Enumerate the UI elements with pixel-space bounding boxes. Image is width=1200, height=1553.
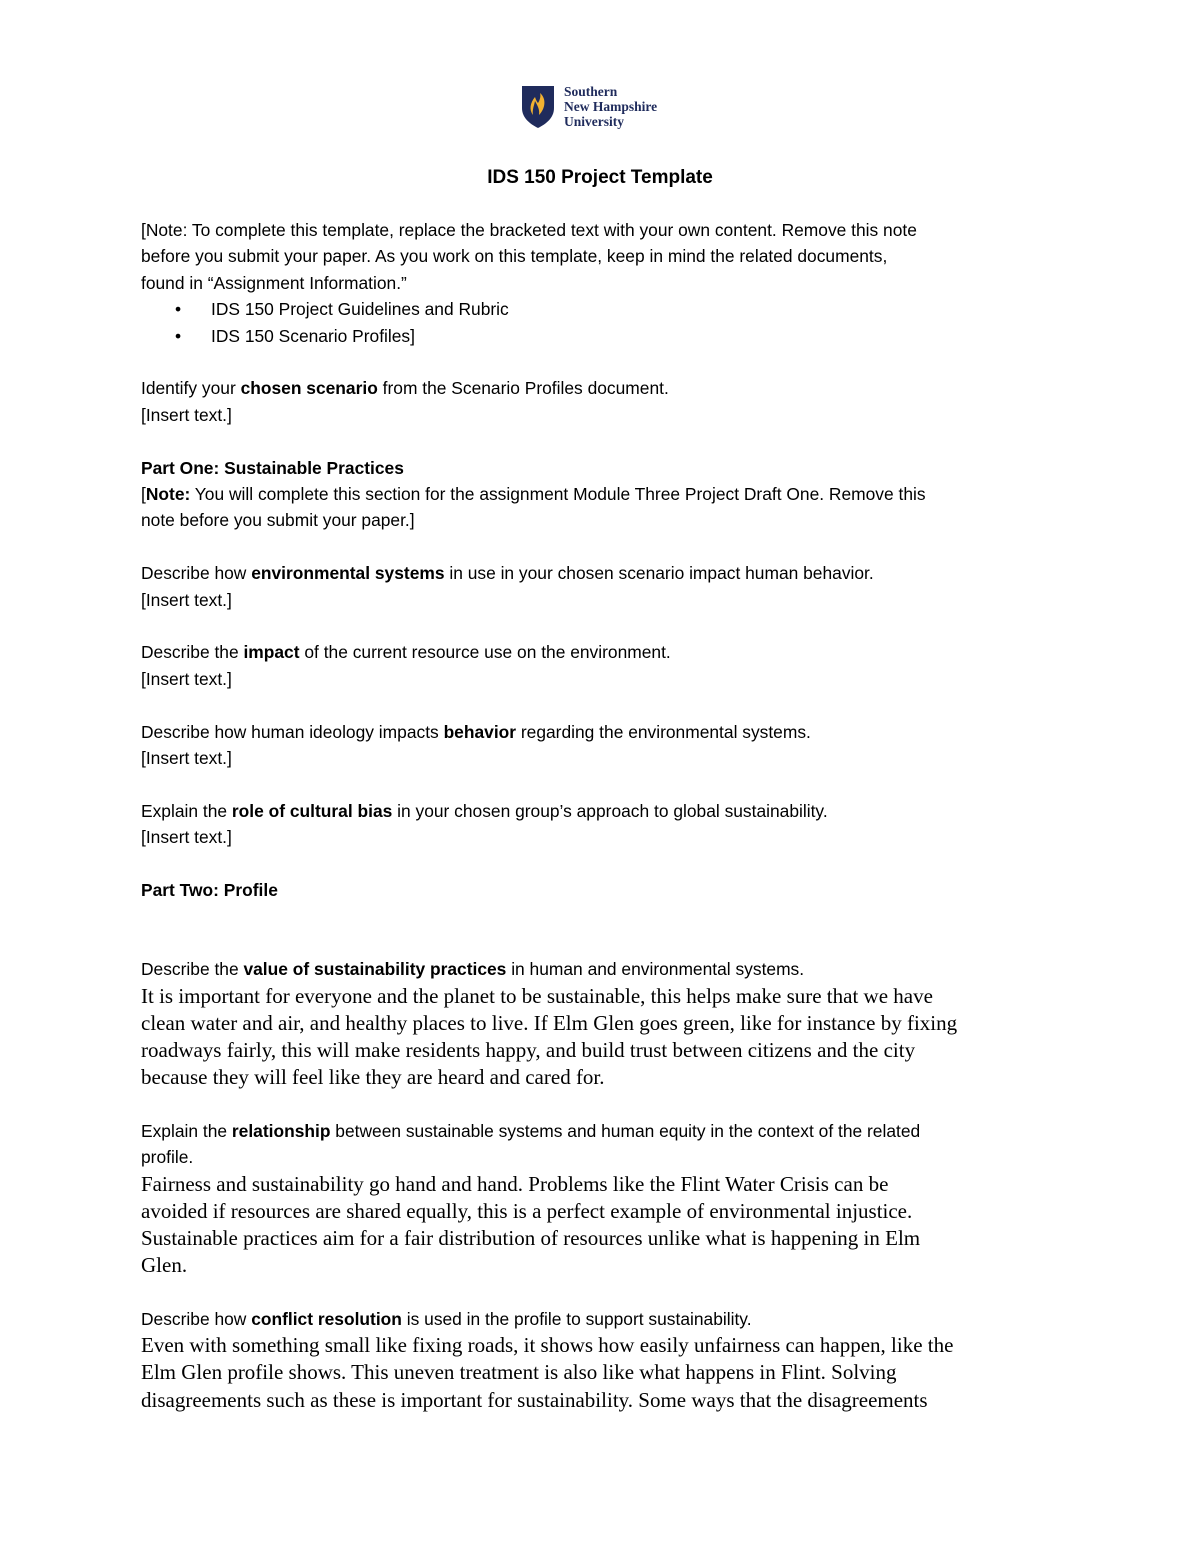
list-item-text: IDS 150 Project Guidelines and Rubric	[211, 299, 509, 320]
list-item	[175, 323, 1061, 349]
section-heading-part-one: Part One: Sustainable Practices	[141, 457, 404, 478]
snhu-logo	[520, 84, 657, 130]
answer-line: Glen.	[141, 1253, 188, 1278]
insert-text-placeholder: [Insert text.]	[141, 748, 232, 769]
answer-line: clean water and air, and healthy places to live. If Elm Glen goes green, like for instance by fixing	[141, 1010, 958, 1035]
part-one-note: [Note: You will complete this section for the assignment Module Three Project Draft One. Remove this	[141, 484, 926, 505]
answer-line: Even with something small like fixing roads, it shows how easily unfairness can happen, like the	[141, 1333, 954, 1358]
question-prompt: Describe the impact of the current resource use on the environment.	[141, 642, 671, 663]
question-prompt-continued: profile.	[141, 1147, 194, 1168]
insert-text-placeholder: [Insert text.]	[141, 589, 232, 610]
insert-text-placeholder: [Insert text.]	[141, 404, 232, 425]
prompt-keyword: role of cultural bias	[231, 800, 393, 821]
answer-line: roadways fairly, this will make residents happy, and build trust between citizens and the city	[141, 1038, 916, 1063]
answer-line: disagreements such as these is important for sustainability. Some ways that the disagreements	[141, 1387, 928, 1412]
question-prompt: Describe how human ideology impacts behavior regarding the environmental systems.	[141, 721, 811, 742]
answer-line: Sustainable practices aim for a fair distribution of resources unlike what is happening in Elm	[141, 1226, 921, 1251]
prompt-keyword: value of sustainability practices	[243, 959, 507, 980]
insert-text-placeholder: [Insert text.]	[141, 827, 232, 848]
list-item-text: IDS 150 Scenario Profiles]	[211, 325, 415, 346]
answer-line: It is important for everyone and the planet to be sustainable, this helps make sure that we have	[141, 983, 933, 1008]
prompt-keyword: chosen scenario	[240, 378, 378, 399]
answer-line: Fairness and sustainability go hand and hand. Problems like the Flint Water Crisis can be	[141, 1171, 889, 1196]
document-body	[141, 217, 1061, 1414]
note-line: [Note: To complete this template, replace the bracketed text with your own content. Remove this note	[141, 220, 917, 240]
logo-line-3: University	[564, 114, 624, 129]
question-prompt: Describe how conflict resolution is used in the profile to support sustainability.	[141, 1308, 752, 1329]
scenario-prompt: Identify your chosen scenario from the Scenario Profiles document.	[141, 378, 669, 399]
logo-line-2: New Hampshire	[564, 99, 658, 114]
prompt-keyword: conflict resolution	[251, 1308, 402, 1329]
answer-line: Elm Glen profile shows. This uneven treatment is also like what happens in Flint. Solving	[141, 1360, 897, 1385]
logo-line-1: Southern	[564, 84, 618, 99]
related-documents-list	[141, 296, 1061, 349]
bullet-icon: •	[175, 325, 182, 346]
question-prompt: Describe the value of sustainability practices in human and environmental systems.	[141, 959, 805, 980]
prompt-keyword: environmental systems	[251, 563, 445, 584]
insert-text-placeholder: [Insert text.]	[141, 668, 232, 689]
answer-line: avoided if resources are shared equally, this is a perfect example of environmental injustice.	[141, 1198, 913, 1223]
bullet-icon: •	[175, 299, 182, 320]
prompt-keyword: impact	[243, 642, 300, 663]
note-line: before you submit your paper. As you work on this template, keep in mind the related documents,	[141, 246, 888, 267]
section-heading-part-two: Part Two: Profile	[141, 880, 278, 901]
question-prompt: Explain the role of cultural bias in your chosen group’s approach to global sustainability.	[141, 800, 828, 821]
part-one-note: note before you submit your paper.]	[141, 510, 415, 531]
prompt-keyword: behavior	[443, 721, 517, 742]
prompt-keyword: relationship	[231, 1120, 331, 1141]
page-title: IDS 150 Project Template	[487, 167, 713, 188]
flame-shield-icon	[520, 84, 556, 130]
list-item	[175, 296, 1061, 322]
logo-wordmark	[564, 84, 657, 129]
question-prompt: Explain the relationship between sustainable systems and human equity in the context of the related	[141, 1120, 921, 1141]
question-prompt: Describe how environmental systems in use in your chosen scenario impact human behavior.	[141, 563, 874, 584]
note-line: found in “Assignment Information.”	[141, 272, 407, 293]
answer-line: because they will feel like they are heard and cared for.	[141, 1065, 605, 1090]
